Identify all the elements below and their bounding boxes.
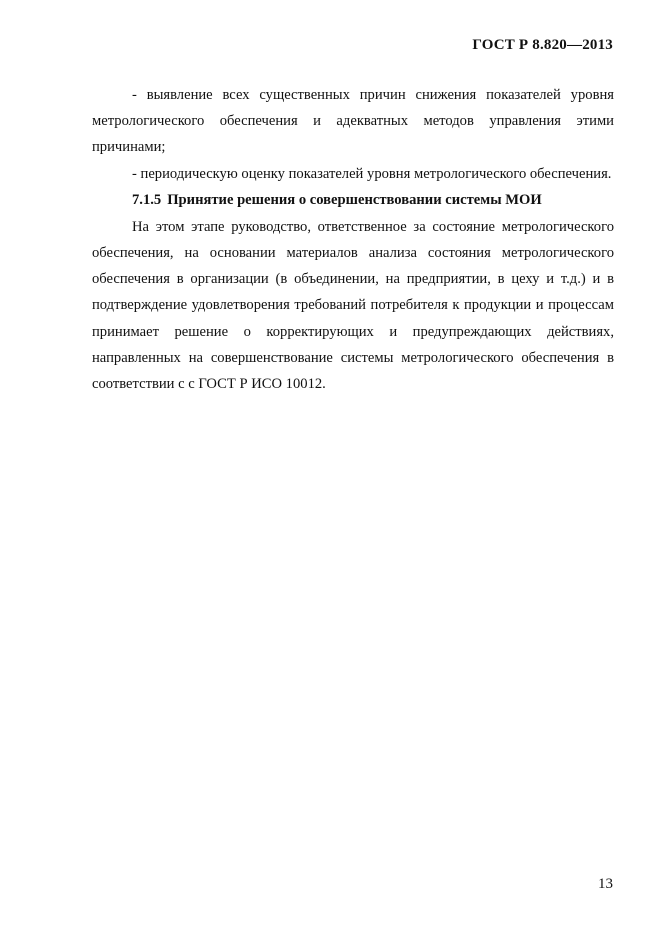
page-body: [92, 82, 614, 397]
document-header: ГОСТ Р 8.820—2013: [472, 37, 613, 53]
section-number: 7.1.5: [132, 191, 162, 208]
page-number: 13: [598, 876, 613, 892]
section-paragraph: На этом этапе руководство, ответственное за состояние метрологического обеспечения, на основании материалов анализа состояния метрологического обеспечения в организации (в объединении, на предприятии, в цеху и т.д.) и в подтверждение удовлетворения требований потребителя к продукции и процессам принимает решение о корректирующих и предупреждающих действиях, направленных на совершенствование системы метрологического обеспечения в соответствии с с ГОСТ Р ИСО 10012.: [92, 218, 614, 393]
section-heading: [92, 187, 614, 214]
list-item-periodic-assessment: - периодическую оценку показателей уровня метрологического обеспечения.: [132, 165, 612, 182]
list-item-causes: - выявление всех существенных причин снижения показателей уровня метрологического обеспечения и адекватных методов управления этими причинами;: [92, 87, 614, 156]
section-title: Принятие решения о совершенствовании системы МОИ: [167, 191, 542, 208]
